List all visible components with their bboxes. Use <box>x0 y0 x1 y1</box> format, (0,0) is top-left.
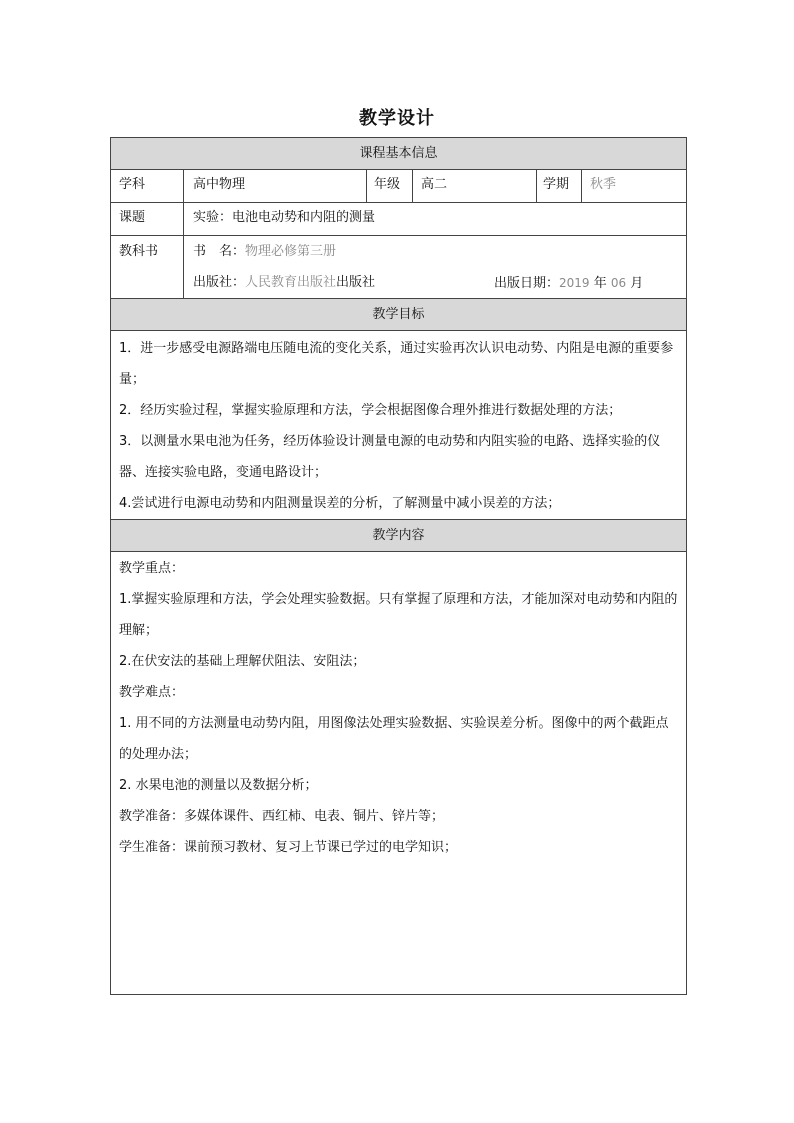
objective-item: 1．进一步感受电源路端电压随电流的变化关系，通过实验再次认识电动势、内阻是电源的重要参量； <box>119 341 674 387</box>
student-prep: 学生准备：课前预习教材、复习上节课已学过的电学知识； <box>119 840 458 855</box>
topic-value: 实验：电池电动势和内阻的测量 <box>193 210 376 225</box>
publisher-value: 人民教育出版社 <box>245 275 337 290</box>
pubdate-year-unit: 年 <box>593 276 607 291</box>
subject-label: 学科 <box>119 177 146 192</box>
divider <box>536 170 537 202</box>
objectives-header: 教学目标 <box>111 299 686 331</box>
topic-label: 课题 <box>119 210 146 225</box>
label-column-divider <box>183 170 184 298</box>
key-point-item: 2.在伏安法的基础上理解伏阻法、安阻法； <box>119 654 366 669</box>
pubdate-line <box>494 268 643 299</box>
key-point-item: 1.掌握实验原理和方法，学会处理实验数据。只有掌握了原理和方法，才能加深对电动势和内阻的理解； <box>119 592 678 638</box>
difficulty-item: 2. 水果电池的测量以及数据分析； <box>119 778 318 793</box>
book-label: 书 名： <box>193 244 246 259</box>
key-points-label: 教学重点： <box>119 561 185 576</box>
row-divider <box>111 235 686 236</box>
divider <box>366 170 367 202</box>
basic-info-header: 课程基本信息 <box>111 138 686 170</box>
pubdate-label: 出版日期： <box>494 276 560 291</box>
objective-item: 2．经历实验过程，掌握实验原理和方法，学会根据图像合理外推进行数据处理的方法； <box>119 403 622 418</box>
grade-value: 高二 <box>421 177 448 192</box>
lesson-plan-table <box>110 137 687 995</box>
difficulties-label: 教学难点： <box>119 685 185 700</box>
pubdate-year: 2019 <box>559 276 590 290</box>
divider <box>412 170 413 202</box>
objective-item: 4.尝试进行电源电动势和内阻测量误差的分析，了解测量中减小误差的方法； <box>119 496 561 511</box>
divider <box>581 170 582 202</box>
term-value: 秋季 <box>590 177 617 192</box>
difficulty-item: 1. 用不同的方法测量电动势内阻，用图像法处理实验数据、实验误差分析。图像中的两个截距点的处理办法； <box>119 716 669 762</box>
content-header: 教学内容 <box>111 520 686 552</box>
book-line <box>193 237 336 267</box>
term-label: 学期 <box>543 177 570 192</box>
textbook-label: 教科书 <box>119 244 159 259</box>
publisher-line <box>193 268 375 298</box>
subject-value: 高中物理 <box>193 177 246 192</box>
book-value: 物理必修第三册 <box>245 244 337 259</box>
page-title: 教学设计 <box>359 108 435 129</box>
objective-item: 3．以测量水果电池为任务，经历体验设计测量电源的电动势和内阻实验的电路、选择实验的仪器、连接实验电路，变通电路设计； <box>119 434 661 480</box>
teacher-prep: 教学准备：多媒体课件、西红柿、电表、铜片、锌片等； <box>119 809 445 824</box>
pubdate-month: 06 <box>610 276 627 290</box>
publisher-label: 出版社： <box>193 275 246 290</box>
pubdate-month-unit: 月 <box>630 276 644 291</box>
publisher-suffix: 出版社 <box>336 275 376 290</box>
grade-label: 年级 <box>374 177 401 192</box>
